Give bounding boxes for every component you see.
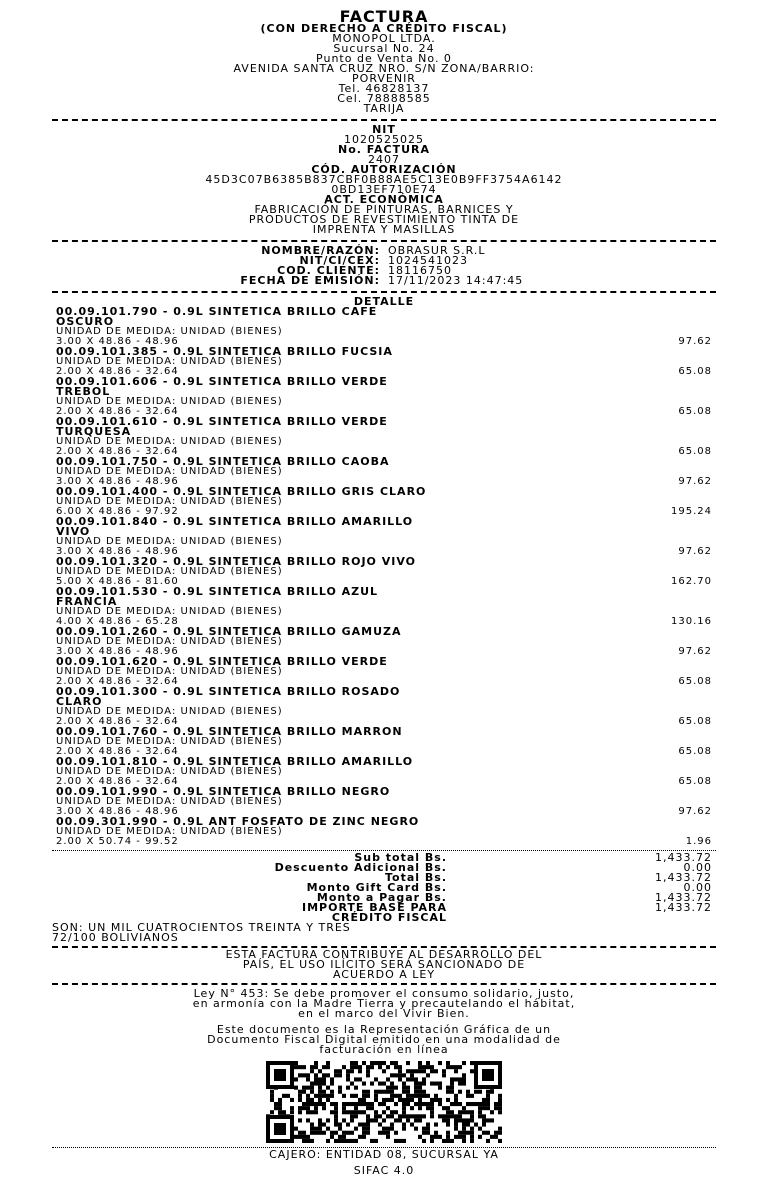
client-name-label: NOMBRE/RAZÓN: [261, 244, 380, 257]
item-total: 195.24 [671, 506, 712, 517]
issue-date-value: 17/11/2023 14:47:45 [388, 274, 524, 287]
item-name: 00.09.101.990 - 0.9L SINTETICA BRILLO NEGRO [56, 785, 391, 798]
list-item [52, 487, 716, 517]
invoice-number-label: No. FACTURA [337, 143, 431, 156]
item-calculation: 2.00 X 48.86 - 32.64 [56, 446, 179, 457]
item-name: 00.09.101.750 - 0.9L SINTETICA BRILLO CAOBA [56, 455, 390, 468]
legend-line-1: ESTA FACTURA CONTRIBUYE AL DESARROLLO DEL [225, 948, 543, 961]
item-unit: UNIDAD DE MEDIDA: UNIDAD (BIENES) [56, 536, 283, 547]
item-calculation: 3.00 X 48.86 - 48.96 [56, 806, 179, 817]
cell-phone: Cel. 78888585 [337, 92, 431, 105]
list-item [52, 817, 716, 847]
item-unit: UNIDAD DE MEDIDA: UNIDAD (BIENES) [56, 396, 283, 407]
client-name-row [52, 246, 716, 256]
item-name-continued: CLARO [56, 695, 103, 708]
nit-label: NIT [372, 123, 396, 136]
client-nit-label: NIT/CI/CEX: [299, 254, 380, 267]
totals-value: 1,433.72 [655, 891, 712, 904]
item-unit: UNIDAD DE MEDIDA: UNIDAD (BIENES) [56, 606, 283, 617]
item-name: 00.09.101.810 - 0.9L SINTETICA BRILLO AMARILLO [56, 755, 414, 768]
item-total: 130.16 [671, 616, 712, 627]
item-unit: UNIDAD DE MEDIDA: UNIDAD (BIENES) [56, 666, 283, 677]
item-unit: UNIDAD DE MEDIDA: UNIDAD (BIENES) [56, 766, 283, 777]
item-total: 1.96 [685, 836, 712, 847]
authorization-label: CÓD. AUTORIZACIÓN [311, 163, 457, 176]
item-unit: UNIDAD DE MEDIDA: UNIDAD (BIENES) [56, 326, 283, 337]
list-item [52, 307, 716, 347]
item-name: 00.09.101.400 - 0.9L SINTETICA BRILLO GRIS CLARO [56, 485, 427, 498]
client-code-value: 18116750 [388, 264, 452, 277]
list-item [52, 457, 716, 487]
item-total: 97.62 [678, 546, 712, 557]
qr-code-icon [266, 1061, 502, 1143]
item-name-continued: FRANCIA [56, 595, 118, 608]
item-calculation: 6.00 X 48.86 - 97.92 [56, 506, 179, 517]
item-total: 65.08 [678, 716, 712, 727]
item-total: 65.08 [678, 446, 712, 457]
divider [52, 240, 716, 242]
list-item [52, 587, 716, 627]
item-name: 00.09.101.385 - 0.9L SINTETICA BRILLO FUCSIA [56, 345, 393, 358]
divider [52, 983, 716, 985]
item-name-continued: OSCURO [56, 315, 115, 328]
item-name: 00.09.101.760 - 0.9L SINTETICA BRILLO MARRON [56, 725, 403, 738]
invoice-number-value: 2407 [368, 153, 400, 166]
item-unit: UNIDAD DE MEDIDA: UNIDAD (BIENES) [56, 636, 283, 647]
item-calculation: 3.00 X 48.86 - 48.96 [56, 546, 179, 557]
item-name-continued: VIVO [56, 525, 91, 538]
amount-in-words-line-2: 72/100 BOLIVIANOS [52, 931, 179, 944]
divider [52, 1147, 716, 1148]
totals-value: 0.00 [683, 881, 712, 894]
item-total: 65.08 [678, 406, 712, 417]
totals-label: Sub total Bs. [354, 851, 447, 864]
divider [52, 119, 716, 121]
item-unit: UNIDAD DE MEDIDA: UNIDAD (BIENES) [56, 796, 283, 807]
item-calculation: 4.00 X 48.86 - 65.28 [56, 616, 179, 627]
item-calculation: 2.00 X 48.86 - 32.64 [56, 716, 179, 727]
totals-value: 0.00 [683, 861, 712, 874]
totals-label: Monto Gift Card Bs. [306, 881, 447, 894]
totals-row [52, 863, 716, 873]
issue-date-row [52, 276, 716, 286]
issue-date-label: FECHA DE EMISIÓN: [240, 274, 380, 287]
totals-label: Total Bs. [385, 871, 447, 884]
item-calculation: 3.00 X 48.86 - 48.96 [56, 646, 179, 657]
totals-value: 1,433.72 [655, 871, 712, 884]
client-code-label: COD. CLIENTE: [277, 264, 380, 277]
list-item [52, 627, 716, 657]
company-name: MONOPOL LTDA. [332, 32, 436, 45]
detail-heading: DETALLE [353, 295, 415, 308]
system-version: SIFAC 4.0 [353, 1164, 415, 1177]
law-line-3: en el marco del Vivir Bien. [298, 1007, 470, 1020]
item-name: 00.09.101.320 - 0.9L SINTETICA BRILLO ROJO VIVO [56, 555, 417, 568]
item-name: 00.09.101.790 - 0.9L SINTETICA BRILLO CAFE [56, 305, 378, 318]
client-nit-row [52, 256, 716, 266]
item-calc-row [52, 837, 716, 847]
authorization-code-line-1: 45D3C07B6385B837CBF0B88AE5C13E0B9FF3754A6142 [205, 173, 563, 186]
totals-value: 1,433.72 [655, 851, 712, 864]
economic-activity-label: ACT. ECONÓMICA [324, 193, 444, 206]
item-name: 00.09.101.530 - 0.9L SINTETICA BRILLO AZUL [56, 585, 379, 598]
list-item [52, 377, 716, 417]
item-calculation: 2.00 X 48.86 - 32.64 [56, 406, 179, 417]
totals-label: Monto a Pagar Bs. [316, 891, 447, 904]
representation-line-3: facturación en línea [319, 1043, 449, 1056]
invoice-subtitle: (CON DERECHO A CRÉDITO FISCAL) [260, 22, 508, 35]
item-total: 97.62 [678, 336, 712, 347]
item-unit: UNIDAD DE MEDIDA: UNIDAD (BIENES) [56, 736, 283, 747]
authorization-code-line-2: 0BD13EF710E74 [331, 183, 437, 196]
item-unit: UNIDAD DE MEDIDA: UNIDAD (BIENES) [56, 466, 283, 477]
representation-line-1: Este documento es la Representación Gráfica de un [216, 1023, 552, 1036]
item-calculation: 2.00 X 48.86 - 32.64 [56, 366, 179, 377]
item-unit: UNIDAD DE MEDIDA: UNIDAD (BIENES) [56, 436, 283, 447]
representation-line-2: Documento Fiscal Digital emitido en una modalidad de [207, 1033, 561, 1046]
item-total: 65.08 [678, 746, 712, 757]
point-of-sale: Punto de Venta No. 0 [316, 52, 452, 65]
item-name: 00.09.101.606 - 0.9L SINTETICA BRILLO VERDE [56, 375, 388, 388]
item-total: 65.08 [678, 776, 712, 787]
list-item [52, 727, 716, 757]
item-name: 00.09.101.610 - 0.9L SINTETICA BRILLO VERDE [56, 415, 388, 428]
nit-value: 1020525025 [344, 133, 424, 146]
item-name-continued: TURQUESA [56, 425, 132, 438]
item-name: 00.09.101.620 - 0.9L SINTETICA BRILLO VERDE [56, 655, 388, 668]
item-calculation: 2.00 X 48.86 - 32.64 [56, 746, 179, 757]
phone: Tel. 46828137 [338, 82, 430, 95]
item-total: 65.08 [678, 366, 712, 377]
totals-value: 1,433.72 [655, 901, 712, 914]
item-name: 00.09.101.260 - 0.9L SINTETICA BRILLO GAMUZA [56, 625, 402, 638]
client-nit-value: 1024541023 [388, 254, 468, 267]
list-item [52, 517, 716, 557]
economic-activity-line-2: PRODUCTOS DE REVESTIMIENTO TINTA DE [248, 213, 520, 226]
client-code-row [52, 266, 716, 276]
invoice-title: FACTURA [339, 7, 429, 26]
law-line-1: Ley N° 453: Se debe promover el consumo solidario, justo, [193, 987, 575, 1000]
item-total: 162.70 [671, 576, 712, 587]
item-calculation: 2.00 X 48.86 - 32.64 [56, 676, 179, 687]
address-line-2: PORVENIR [352, 72, 416, 85]
list-item [52, 787, 716, 817]
item-calculation: 3.00 X 48.86 - 48.96 [56, 476, 179, 487]
item-total: 97.62 [678, 476, 712, 487]
item-total: 97.62 [678, 806, 712, 817]
list-item [52, 657, 716, 687]
list-item [52, 347, 716, 377]
item-calculation: 3.00 X 48.86 - 48.96 [56, 336, 179, 347]
client-name-value: OBRASUR S.R.L [388, 244, 486, 257]
item-name-continued: TREBOL [56, 385, 111, 398]
item-unit: UNIDAD DE MEDIDA: UNIDAD (BIENES) [56, 356, 283, 367]
list-item [52, 557, 716, 587]
address-line-1: AVENIDA SANTA CRUZ NRO. S/N ZONA/BARRIO: [233, 62, 535, 75]
totals-label-continued: CRÉDITO FISCAL [331, 911, 447, 924]
list-item [52, 687, 716, 727]
list-item [52, 757, 716, 787]
item-calculation: 2.00 X 48.86 - 32.64 [56, 776, 179, 787]
item-name: 00.09.101.300 - 0.9L SINTETICA BRILLO ROSADO [56, 685, 401, 698]
branch: Sucursal No. 24 [333, 42, 435, 55]
item-unit: UNIDAD DE MEDIDA: UNIDAD (BIENES) [56, 566, 283, 577]
amount-in-words-line-1: SON: UN MIL CUATROCIENTOS TREINTA Y TRES [52, 921, 351, 934]
economic-activity-line-1: FABRICACIÓN DE PINTURAS, BARNICES Y [254, 203, 514, 216]
legend-line-3: ACUERDO A LEY [332, 968, 436, 981]
item-calculation: 2.00 X 50.74 - 99.52 [56, 836, 179, 847]
item-calculation: 5.00 X 48.86 - 81.60 [56, 576, 179, 587]
item-list [52, 307, 716, 847]
totals-label: IMPORTE BASE PARA [302, 901, 447, 914]
legend-line-2: PAÍS, EL USO ILÍCITO SERÁ SANCIONADO DE [242, 958, 526, 971]
item-name: 00.09.101.840 - 0.9L SINTETICA BRILLO AMARILLO [56, 515, 414, 528]
item-unit: UNIDAD DE MEDIDA: UNIDAD (BIENES) [56, 706, 283, 717]
cashier: CAJERO: ENTIDAD 08, SUCURSAL YA [269, 1148, 499, 1161]
item-total: 65.08 [678, 676, 712, 687]
item-unit: UNIDAD DE MEDIDA: UNIDAD (BIENES) [56, 826, 283, 837]
list-item [52, 417, 716, 457]
divider [52, 291, 716, 293]
totals-label: Descuento Adicional Bs. [274, 861, 447, 874]
city: TARIJA [363, 102, 405, 115]
item-unit: UNIDAD DE MEDIDA: UNIDAD (BIENES) [56, 496, 283, 507]
item-total: 97.62 [678, 646, 712, 657]
law-line-2: en armonía con la Madre Tierra y precautelando el hábitat, [192, 997, 576, 1010]
totals-section [52, 853, 716, 923]
item-name: 00.09.301.990 - 0.9L ANT FOSFATO DE ZINC NEGRO [56, 815, 420, 828]
economic-activity-line-3: IMPRENTA Y MASILLAS [312, 223, 456, 236]
